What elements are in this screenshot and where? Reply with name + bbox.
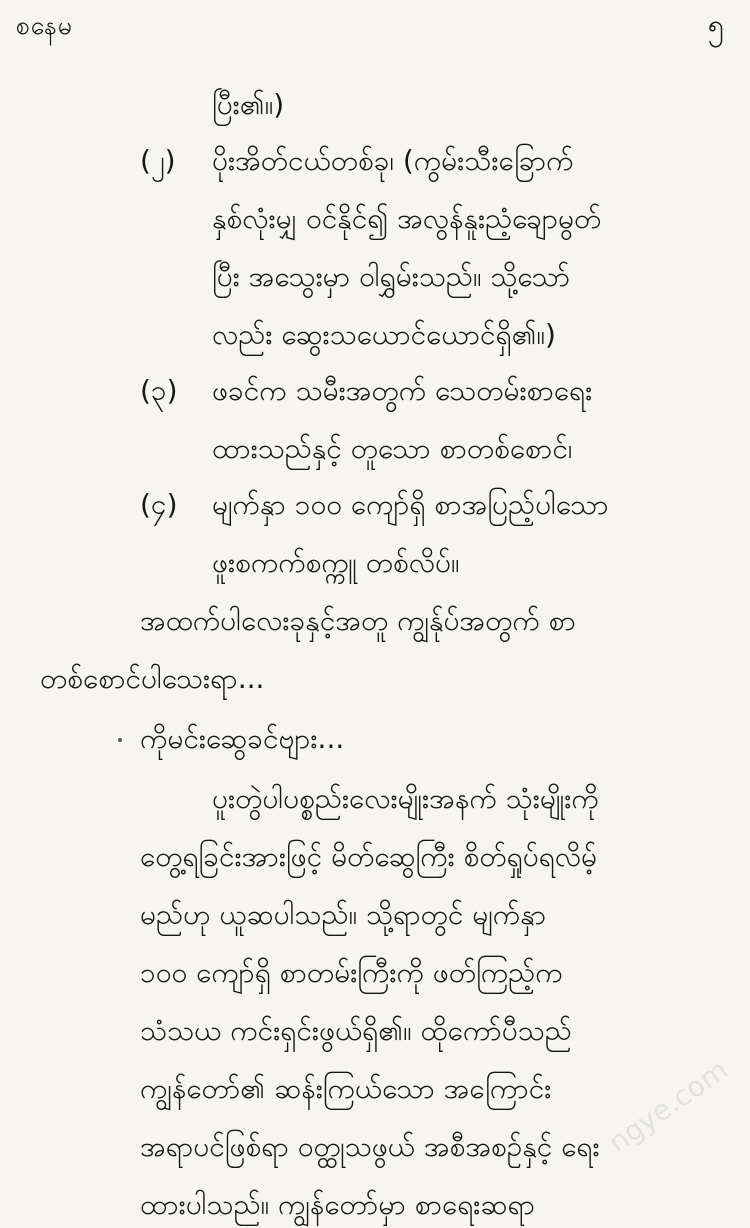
- page-number: ၅: [707, 7, 724, 42]
- list-item-label: (၃): [140, 374, 178, 407]
- paragraph-line: အထက်ပါလေးခုနှင့်အတူ ကျွန်ုပ်အတွက် စာ: [140, 604, 576, 637]
- running-head: စနေမ: [16, 10, 73, 40]
- letter-line: ထားပါသည်။ ကျွန်တော်မှာ စာရေးဆရာ: [140, 1188, 536, 1221]
- watermark: ngye.com: [602, 1052, 734, 1160]
- list-item-line: ပိုးအိတ်ငယ်တစ်ခု၊ (ကွမ်းသီးခြောက်: [212, 144, 574, 177]
- letter-line: တွေ့ရခြင်းအားဖြင့် မိတ်ဆွေကြီး စိတ်ရှုပ်ရလိမ့်: [140, 840, 598, 873]
- list-item-line: မျက်နှာ ၁၀၀ ကျော်ရှိ စာအပြည့်ပါသော: [212, 488, 609, 521]
- list-item-line: ဖူးစကက်စက္ကူ တစ်လိပ်။: [212, 546, 460, 579]
- list-item-label: (၄): [140, 488, 178, 521]
- intro-line: ပြီး၏။): [212, 88, 285, 121]
- list-item-line: နှစ်လုံးမျှ ဝင်နိုင်၍ အလွန်နူးညံ့ချောမွတ်: [212, 202, 602, 235]
- letter-line: မည်ဟု ယူဆပါသည်။ သို့ရာတွင် မျက်နှာ: [140, 898, 547, 931]
- list-item-line: လည်း ဆွေးသယောင်ယောင်ရှိ၏။): [212, 318, 556, 351]
- bullet-dot-icon: [118, 738, 122, 742]
- list-item-line: ဖခင်က သမီးအတွက် သေတမ်းစာရေး: [212, 374, 593, 407]
- paragraph-line: တစ်စောင်ပါသေးရာ...: [40, 662, 265, 695]
- letter-line: သံသယ ကင်းရှင်းဖွယ်ရှိ၏။ ထိုကော်ပီသည်: [140, 1014, 572, 1047]
- page-header: [16, 8, 724, 48]
- letter-line: ကျွန်တော်၏ ဆန်းကြယ်သော အကြောင်း: [140, 1072, 552, 1105]
- letter-salutation: ကိုမင်းဆွေခင်ဗျား...: [140, 722, 345, 755]
- list-item-line: ထားသည်နှင့် တူသော စာတစ်စောင်၊: [212, 432, 573, 465]
- letter-line: ၁၀၀ ကျော်ရှိ စာတမ်းကြီးကို ဖတ်ကြည့်က: [140, 956, 563, 989]
- letter-line: အရာပင်ဖြစ်ရာ ဝတ္ထုသဖွယ် အစီအစဉ်နှင့် ရေး: [140, 1130, 600, 1163]
- list-item-line: ပြီး အသွေးမှာ ဝါရွှမ်းသည်။ သို့သော်: [212, 260, 571, 293]
- letter-line: ပူးတွဲပါပစ္စည်းလေးမျိုးအနက် သုံးမျိုးကို: [212, 782, 599, 815]
- list-item-label: (၂): [140, 144, 176, 177]
